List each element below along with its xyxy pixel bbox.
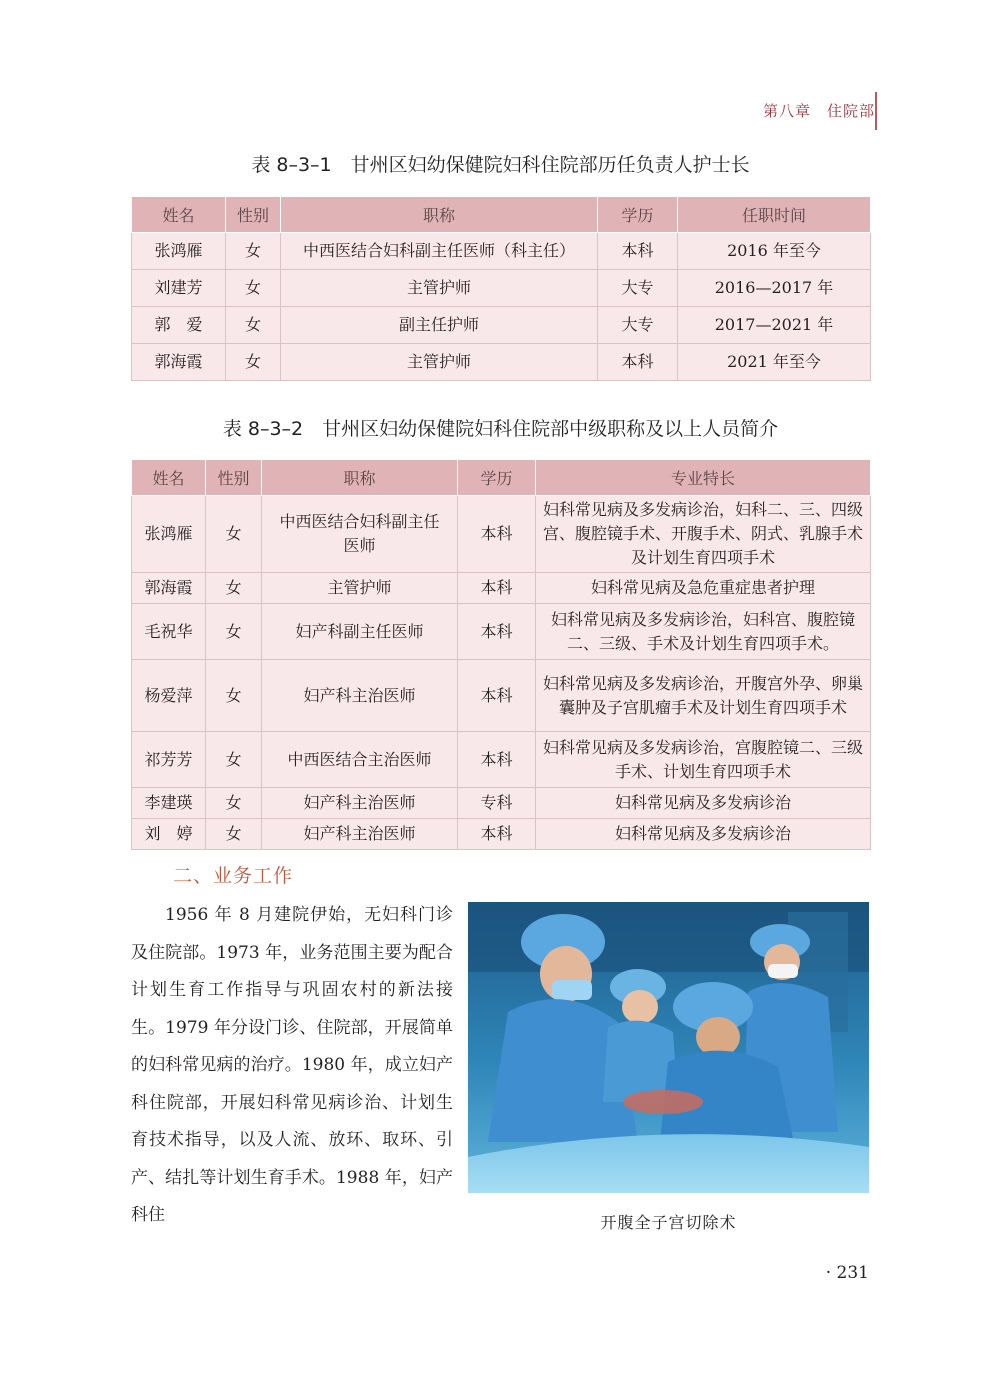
table-cell: 2016—2017 年 — [678, 270, 871, 307]
table-cell: 女 — [206, 573, 262, 604]
surgery-photo — [468, 902, 869, 1193]
table1-caption: 表 8–3–1 甘州区妇幼保健院妇科住院部历任负责人护士长 — [251, 154, 750, 176]
table2-header-row — [132, 460, 871, 496]
table-cell: 郭 爱 — [132, 307, 226, 344]
table-cell: 女 — [206, 819, 262, 850]
table-cell: 妇科常见病及多发病诊治，妇科宫、腹腔镜二、三级、手术及计划生育四项手术。 — [536, 604, 871, 660]
table-cell: 女 — [206, 732, 262, 788]
table-cell: 杨爱萍 — [132, 660, 206, 732]
table-cell: 女 — [206, 604, 262, 660]
table-cell: 主管护师 — [281, 344, 598, 381]
table-cell: 女 — [226, 344, 281, 381]
table-cell: 妇科常见病及多发病诊治，妇科二、三、四级宫、腹腔镜手术、开腹手术、阴式、乳腺手术及计划生育四项手术 — [536, 496, 871, 573]
table-cell: 妇科常见病及多发病诊治 — [536, 819, 871, 850]
table-cell: 张鸿雁 — [132, 233, 226, 270]
table-cell: 大专 — [598, 307, 678, 344]
table-cell: 祁芳芳 — [132, 732, 206, 788]
table2-header-cell: 姓名 — [132, 460, 206, 496]
page-number: · 231 — [825, 1263, 869, 1283]
table-cell: 本科 — [458, 573, 536, 604]
table-row — [132, 496, 871, 573]
table-cell: 妇科常见病及多发病诊治，开腹宫外孕、卵巢囊肿及子宫肌瘤手术及计划生育四项手术 — [536, 660, 871, 732]
table-cell: 女 — [226, 270, 281, 307]
table-cell: 本科 — [458, 819, 536, 850]
table-row — [132, 233, 871, 270]
table-cell: 中西医结合妇科副主任医师（科主任） — [281, 233, 598, 270]
table-cell: 中西医结合妇科副主任医师 — [262, 496, 458, 573]
table-row — [132, 604, 871, 660]
table-cell: 妇科常见病及多发病诊治 — [536, 788, 871, 819]
table-cell: 张鸿雁 — [132, 496, 206, 573]
table1 — [131, 196, 871, 381]
table2-header-cell: 专业特长 — [536, 460, 871, 496]
table-cell: 2016 年至今 — [678, 233, 871, 270]
table-cell: 妇科常见病及多发病诊治，宫腹腔镜二、三级手术、计划生育四项手术 — [536, 732, 871, 788]
table-cell: 女 — [206, 660, 262, 732]
table-cell: 郭海霞 — [132, 344, 226, 381]
table-cell: 2017—2021 年 — [678, 307, 871, 344]
table2-header-cell: 职称 — [262, 460, 458, 496]
table-cell: 本科 — [598, 344, 678, 381]
table-row — [132, 573, 871, 604]
table-cell: 本科 — [458, 496, 536, 573]
table-cell: 中西医结合主治医师 — [262, 732, 458, 788]
table-cell: 大专 — [598, 270, 678, 307]
table-cell: 女 — [226, 307, 281, 344]
table-row — [132, 819, 871, 850]
table-cell: 妇产科主治医师 — [262, 660, 458, 732]
table-cell: 主管护师 — [281, 270, 598, 307]
table-cell: 女 — [206, 788, 262, 819]
table-cell: 妇产科主治医师 — [262, 788, 458, 819]
table-cell: 本科 — [598, 233, 678, 270]
table-row — [132, 307, 871, 344]
table-cell: 副主任护师 — [281, 307, 598, 344]
table-cell: 郭海霞 — [132, 573, 206, 604]
table1-header-cell: 性别 — [226, 197, 281, 233]
table2-header-cell: 性别 — [206, 460, 262, 496]
table1-header-cell: 任职时间 — [678, 197, 871, 233]
table-cell: 本科 — [458, 660, 536, 732]
section-title: 二、业务工作 — [173, 865, 294, 887]
table-cell: 刘 婷 — [132, 819, 206, 850]
table2-header-cell: 学历 — [458, 460, 536, 496]
table2-caption: 表 8–3–2 甘州区妇幼保健院妇科住院部中级职称及以上人员简介 — [222, 418, 779, 440]
table2 — [131, 459, 871, 850]
table-row — [132, 270, 871, 307]
table-cell: 毛祝华 — [132, 604, 206, 660]
table1-header-row — [132, 197, 871, 233]
table-cell: 李建瑛 — [132, 788, 206, 819]
table1-header-cell: 学历 — [598, 197, 678, 233]
table-cell: 妇产科副主任医师 — [262, 604, 458, 660]
photo-caption: 开腹全子宫切除术 — [600, 1213, 737, 1232]
table-row — [132, 732, 871, 788]
table-row — [132, 788, 871, 819]
table-row — [132, 660, 871, 732]
chapter-header: 第八章 住院部 — [762, 102, 875, 120]
table-cell: 本科 — [458, 732, 536, 788]
table1-header-cell: 姓名 — [132, 197, 226, 233]
table1-header-cell: 职称 — [281, 197, 598, 233]
table-cell: 主管护师 — [262, 573, 458, 604]
table-cell: 妇科常见病及急危重症患者护理 — [536, 573, 871, 604]
table-cell: 2021 年至今 — [678, 344, 871, 381]
table-cell: 女 — [226, 233, 281, 270]
table-cell: 刘建芳 — [132, 270, 226, 307]
table-cell: 专科 — [458, 788, 536, 819]
table-cell: 女 — [206, 496, 262, 573]
table-cell: 妇产科主治医师 — [262, 819, 458, 850]
header-divider — [875, 92, 877, 130]
table-row — [132, 344, 871, 381]
body-paragraph: 1956 年 8 月建院伊始，无妇科门诊及住院部。1973 年，业务范围主要为配合计划生育工作指导与巩固农村的新法接生。1979 年分设门诊、住院部，开展简单的妇科常见病的治疗。1980 年，成立妇产科住院部，开展妇科常见病诊治、计划生育技术指导，以及人流、放环、取环、引产、结扎等计划生育手术。1988 年，妇产科住 — [131, 905, 453, 1225]
table-cell: 本科 — [458, 604, 536, 660]
